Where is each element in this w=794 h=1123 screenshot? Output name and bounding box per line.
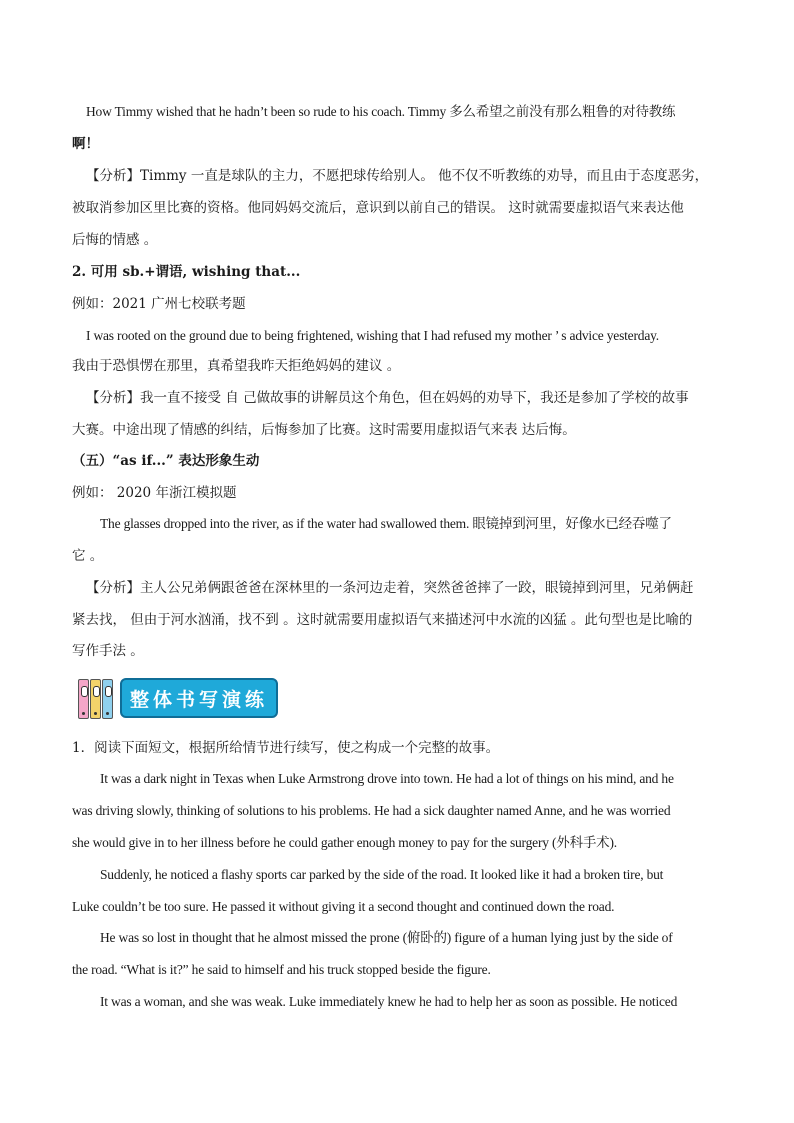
passage-line: the road. “What is it?” he said to himself and his truck stopped beside the figure.	[72, 962, 491, 977]
translation-line: 我由于恐惧愣在那里，真希望我昨天拒绝妈妈的建议 。	[72, 358, 401, 374]
section-heading: （五）“as if...” 表达形象生动	[72, 453, 260, 469]
example-sentence: I was rooted on the ground due to being frightened, wishing that I had refused my mother ’ s advice yesterday.	[86, 328, 659, 343]
section-heading: 2. 可用 sb.+谓语, wishing that...	[72, 264, 301, 280]
text-line: 紧去找， 但由于河水汹涌，找不到 。这时就需要用虚拟语气来描述河中水流的凶猛 。此句型也是比喻的	[72, 612, 693, 628]
analysis-line: 【分析】Timmy 一直是球队的主力，不愿把球传给别人。 他不仅不听教练的劝导，而且由于态度恶劣，	[86, 168, 709, 184]
text-line: 被取消参加区里比赛的资格。他同妈妈交流后，意识到以前自己的错误。 这时就需要虚拟语气来表达他	[72, 200, 684, 216]
blue-folder-icon	[102, 679, 113, 719]
yellow-folder-icon	[90, 679, 101, 719]
passage-line: was driving slowly, thinking of solutions to his problems. He had a sick daughter named Anne, and he was worried	[72, 803, 671, 818]
passage-line: He was so lost in thought that he almost missed the prone (俯卧的) figure of a human lying just by the side of	[100, 930, 673, 945]
text-line: 写作手法 。	[72, 643, 144, 659]
analysis-line: 【分析】我一直不接受 自 己做故事的讲解员这个角色，但在妈妈的劝导下，我还是参加了学校的故事	[86, 390, 689, 406]
banner-title: 整体书写演练	[120, 678, 278, 718]
example-sentence: The glasses dropped into the river, as if the water had swallowed them. 眼镜掉到河里，好像水已经吞噬了	[100, 516, 672, 531]
passage-line: she would give in to her illness before he could gather enough money to pay for the surgery (外科手术).	[72, 835, 617, 850]
text-line: 它 。	[72, 548, 104, 564]
analysis-line: 【分析】主人公兄弟俩跟爸爸在深林里的一条河边走着，突然爸爸摔了一跤，眼镜掉到河里，兄弟俩赶	[86, 580, 694, 596]
pink-folder-icon	[78, 679, 89, 719]
example-source: 例如： 2020 年浙江模拟题	[72, 485, 237, 501]
example-source: 例如：2021 广州七校联考题	[72, 296, 246, 312]
passage-line: Suddenly, he noticed a flashy sports car parked by the side of the road. It looked like it had a broken tire, but	[100, 867, 664, 882]
text-line: 后悔的情感 。	[72, 232, 158, 248]
text-line: 大赛。中途出现了情感的纠结，后悔参加了比赛。这时需要用虚拟语气来表 达后悔。	[72, 422, 576, 438]
passage-line: It was a dark night in Texas when Luke Armstrong drove into town. He had a lot of things on his mind, and he	[100, 771, 674, 786]
text-line: How Timmy wished that he hadn’t been so rude to his coach. Timmy 多么希望之前没有那么粗鲁的对待教练	[86, 104, 676, 119]
passage-line: It was a woman, and she was weak. Luke immediately knew he had to help her as soon as possible. He noticed	[100, 994, 678, 1009]
section-banner	[78, 675, 283, 725]
passage-line: Luke couldn’t be too sure. He passed it without giving it a second thought and continued down the road.	[72, 899, 615, 914]
text-line: 啊！	[72, 136, 99, 152]
task-instruction: 1．阅读下面短文，根据所给情节进行续写，使之构成一个完整的故事。	[72, 740, 500, 756]
